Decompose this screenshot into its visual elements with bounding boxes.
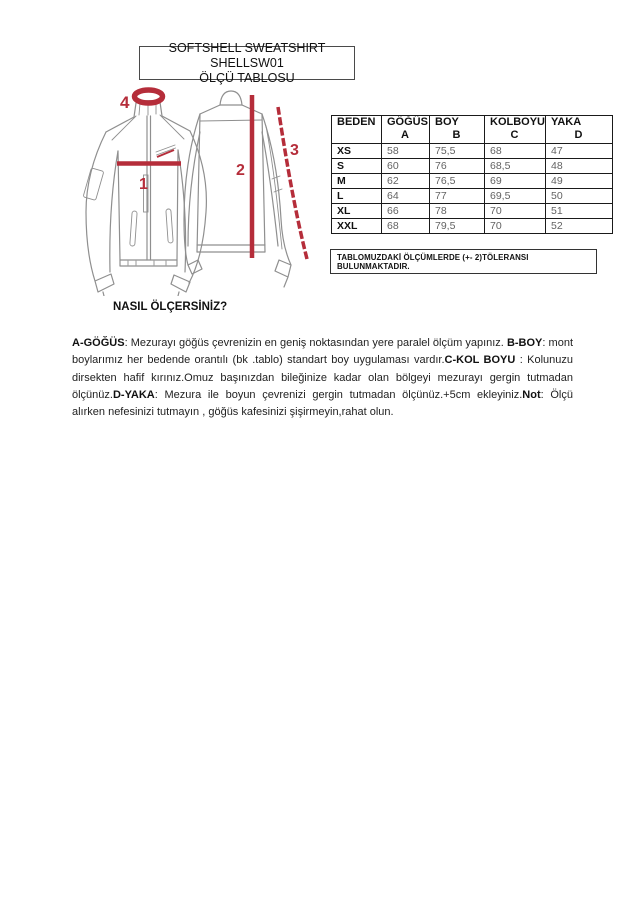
measurement-value-cell: 70 <box>485 204 546 219</box>
measure-term: C-KOL BOYU <box>444 354 516 367</box>
size-label-cell: S <box>332 159 382 174</box>
jacket-front-view <box>83 101 206 296</box>
measure-term: B-BOY <box>506 337 543 349</box>
measurement-value-cell: 64 <box>382 189 430 204</box>
table-row <box>332 159 613 174</box>
table-row <box>332 189 613 204</box>
size-label-cell: M <box>332 174 382 189</box>
measurement-value-cell: 62 <box>382 174 430 189</box>
measurement-value-cell: 60 <box>382 159 430 174</box>
how-to-measure-heading: NASIL ÖLÇERSİNİZ? <box>113 301 228 313</box>
measurement-value-cell: 68 <box>485 144 546 159</box>
measurement-value-cell: 58 <box>382 144 430 159</box>
measure-text: : Mezura ile boyun çevrenizi gergin tutmadan ölçünüz.+5cm ekleyiniz. <box>154 388 523 401</box>
measurement-value-cell: 47 <box>546 144 613 159</box>
column-header: YAKA D <box>546 116 613 144</box>
label-sleeve: 3 <box>290 142 299 159</box>
jacket-back-view <box>184 91 291 287</box>
measure-text: : mont boylarımız her bedende orantılı (bk .tablo) standart boy uygulaması vardır. <box>72 337 573 367</box>
measurement-value-cell: 76 <box>430 159 485 174</box>
column-header: BOY B <box>430 116 485 144</box>
jacket-measurement-diagram <box>76 84 318 296</box>
size-table-header-row <box>332 116 613 144</box>
table-row <box>332 219 613 234</box>
jacket-line-art <box>76 84 318 296</box>
size-label-cell: XL <box>332 204 382 219</box>
size-label-cell: L <box>332 189 382 204</box>
measurement-annotations <box>117 90 307 259</box>
measure-text: : Kolunuzu dirsekten hafif kırınız.Omuz başınızdan bileğinize kadar olan bölgeyi mezurayı gergin tutmadan ölçünüz. <box>72 354 573 401</box>
measurement-value-cell: 78 <box>430 204 485 219</box>
size-label-cell: XXL <box>332 219 382 234</box>
column-header: GÖĞÜS A <box>382 116 430 144</box>
measurement-value-cell: 68 <box>382 219 430 234</box>
tolerance-note-text: TABLOMUZDAKİ ÖLÇÜMLERDE (+- 2)TÖLERANSI BULUNMAKTADIR. <box>337 252 529 271</box>
measure-text: : Mezurayı göğüs çevrenizin en geniş noktasından yere paralel ölçüm yapınız. <box>124 337 507 349</box>
table-row <box>332 204 613 219</box>
measurement-value-cell: 79,5 <box>430 219 485 234</box>
column-header: KOLBOYU C <box>485 116 546 144</box>
table-row <box>332 144 613 159</box>
product-title: SOFTSHELL SWEATSHIRT SHELLSW01 <box>168 40 326 70</box>
table-row <box>332 174 613 189</box>
measurement-value-cell: 68,5 <box>485 159 546 174</box>
collar-measure-ellipse <box>135 90 163 103</box>
measurement-value-cell: 50 <box>546 189 613 204</box>
measurement-value-cell: 52 <box>546 219 613 234</box>
size-table <box>331 115 613 234</box>
measurement-value-cell: 69 <box>485 174 546 189</box>
measurement-value-cell: 69,5 <box>485 189 546 204</box>
measurement-value-cell: 70 <box>485 219 546 234</box>
label-collar: 4 <box>120 93 130 112</box>
size-table-body <box>332 144 613 234</box>
measure-term: A-GÖĞÜS <box>72 337 125 349</box>
measurement-value-cell: 48 <box>546 159 613 174</box>
measure-term: D-YAKA <box>112 388 155 401</box>
tolerance-note-box <box>330 249 597 274</box>
column-header: BEDEN <box>332 116 382 144</box>
document-subtitle: ÖLÇÜ TABLOSU <box>199 70 295 85</box>
measurement-value-cell: 66 <box>382 204 430 219</box>
measurement-value-cell: 76,5 <box>430 174 485 189</box>
measurement-value-cell: 75,5 <box>430 144 485 159</box>
size-label-cell: XS <box>332 144 382 159</box>
label-chest: 1 <box>139 176 148 193</box>
label-length: 2 <box>236 162 245 179</box>
measurement-value-cell: 49 <box>546 174 613 189</box>
measurement-value-cell: 51 <box>546 204 613 219</box>
measure-text: : Ölçü alırken nefesinizi tutmayın , göğüs kafesinizi şişirmeyin,rahat olun. <box>72 388 573 419</box>
measure-term: Not <box>522 388 541 401</box>
measure-instructions <box>72 335 573 421</box>
document-title-box <box>139 40 355 85</box>
measurement-value-cell: 77 <box>430 189 485 204</box>
